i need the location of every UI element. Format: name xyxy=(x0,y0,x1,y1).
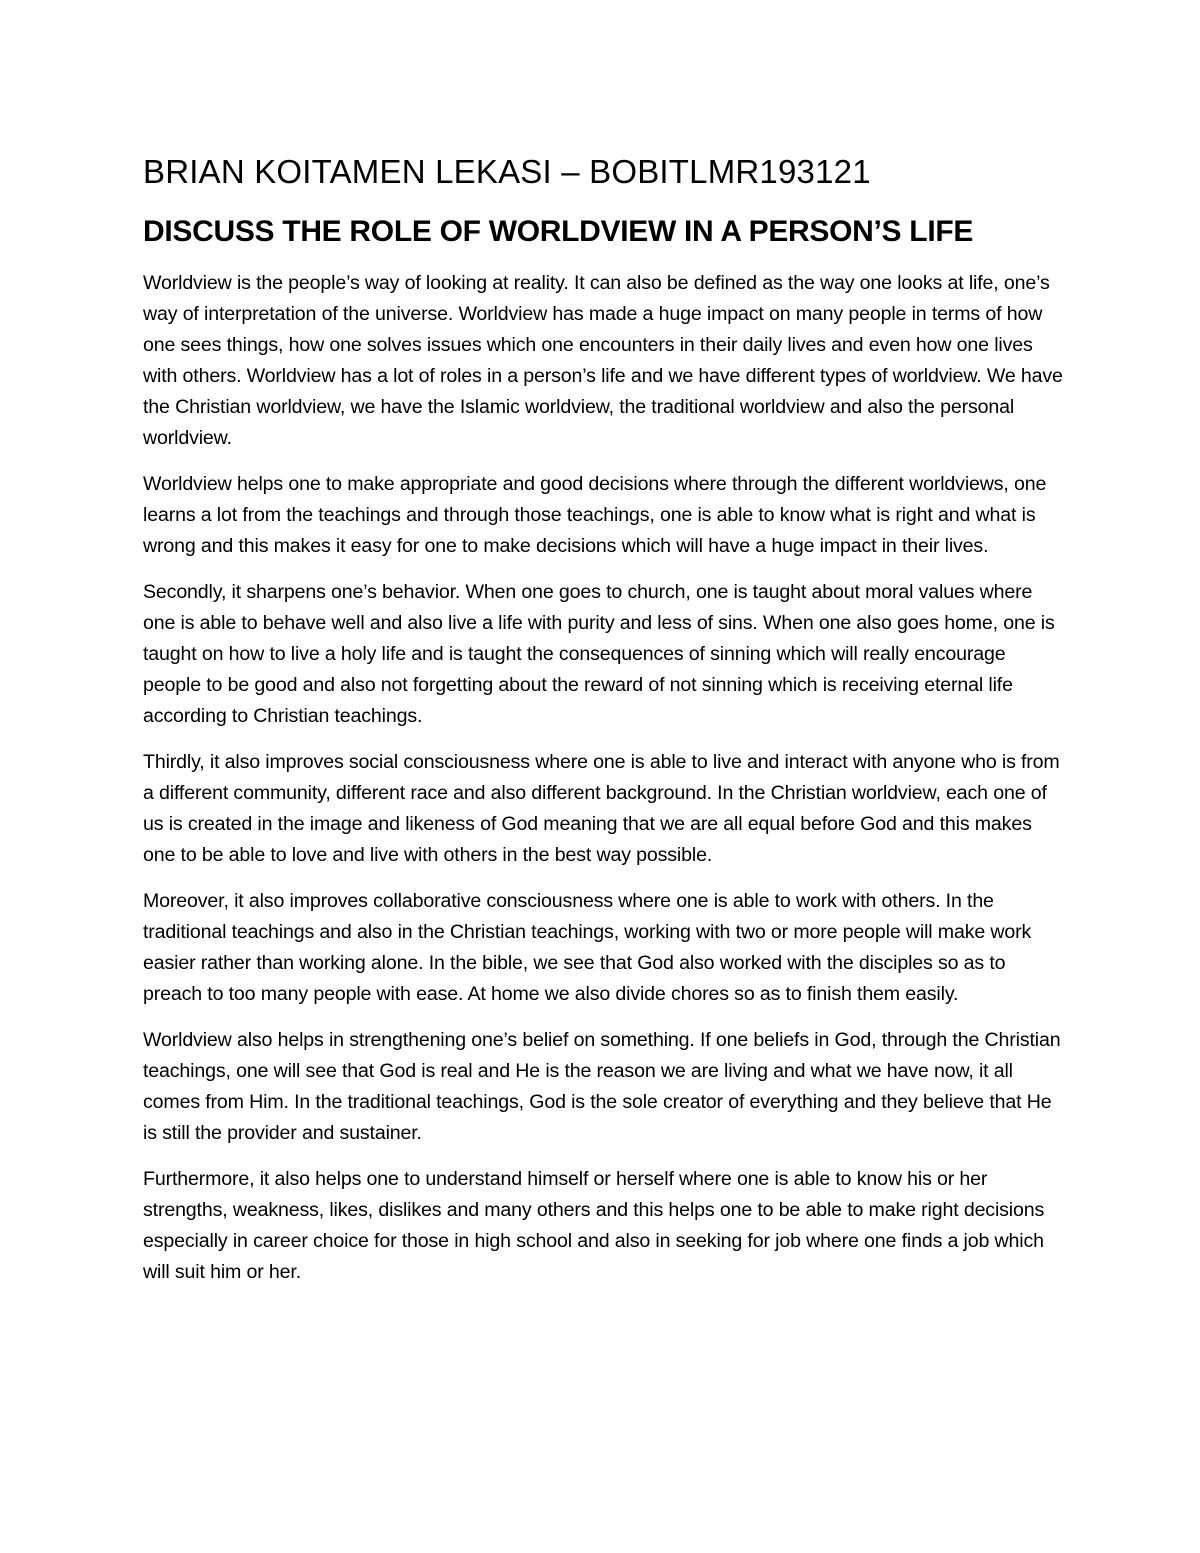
paragraph-behavior: Secondly, it sharpens one’s behavior. When one goes to church, one is taught about moral values where one is able to behave well and also live a life with purity and less of sins. When one also goes home, one is taught on how to live a holy life and is taught the consequences of sinning which will really encourage people to be good and also not forgetting about the reward of not sinning which is receiving eternal life according to Christian teachings. xyxy=(143,581,1055,727)
paragraph-self-understanding: Furthermore, it also helps one to understand himself or herself where one is able to know his or her strengths, weakness, likes, dislikes and many others and this helps one to be able to make right decisions especially in career choice for those in high school and also in seeking for job where one finds a job which will suit him or her. xyxy=(143,1168,1045,1283)
paragraph-belief: Worldview also helps in strengthening one’s belief on something. If one beliefs in God, through the Christian teachings, one will see that God is real and He is the reason we are living and what we have now, it all comes from Him. In the traditional teachings, God is the sole creator of everything and they believe that He is still the provider and sustainer. xyxy=(143,1029,1061,1144)
document-title: DISCUSS THE ROLE OF WORLDVIEW IN A PERSON’S LIFE xyxy=(143,215,974,248)
document-page xyxy=(143,148,1068,1303)
paragraph-decisions: Worldview helps one to make appropriate and good decisions where through the different worldviews, one learns a lot from the teachings and through those teachings, one is able to know what is right and what is wrong and this makes it easy for one to make decisions which will have a huge impact in their lives. xyxy=(143,473,1047,557)
paragraph-intro: Worldview is the people’s way of looking at reality. It can also be defined as the way one looks at life, one’s way of interpretation of the universe. Worldview has made a huge impact on many people in terms of how one sees things, how one solves issues which one encounters in their daily lives and even how one lives with others. Worldview has a lot of roles in a person’s life and we have different types of worldview. We have the Christian worldview, we have the Islamic worldview, the traditional worldview and also the personal worldview. xyxy=(143,272,1063,449)
paragraph-collaborative-consciousness: Moreover, it also improves collaborative consciousness where one is able to work with others. In the traditional teachings and also in the Christian teachings, working with two or more people will make work easier rather than working alone. In the bible, we see that God also worked with the disciples so as to preach to too many people with ease. At home we also divide chores so as to finish them easily. xyxy=(143,890,1032,1005)
paragraph-social-consciousness: Thirdly, it also improves social consciousness where one is able to live and interact with anyone who is from a different community, different race and also different background. In the Christian worldview, each one of us is created in the image and likeness of God meaning that we are all equal before God and this makes one to be able to love and live with others in the best way possible. xyxy=(143,751,1060,866)
author-line: BRIAN KOITAMEN LEKASI – BOBITLMR193121 xyxy=(143,153,871,190)
